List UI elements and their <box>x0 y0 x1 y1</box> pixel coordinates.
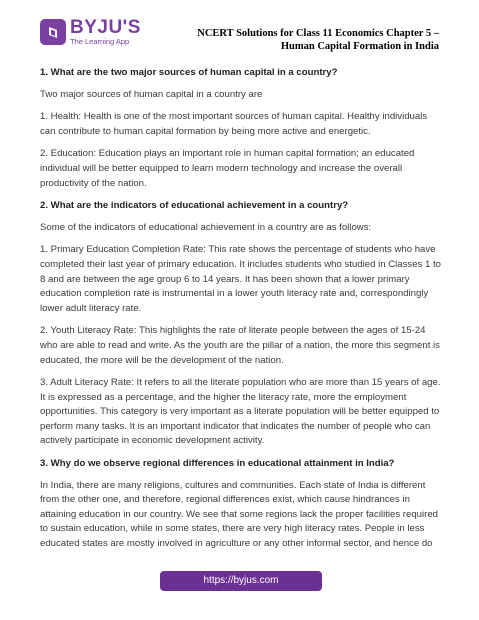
question-3: 3. Why do we observe regional differences in educational attainment in India? <box>40 458 395 470</box>
document-title-line1: NCERT Solutions for Class 11 Economics Chapter 5 – <box>197 28 439 39</box>
website-link[interactable]: https://byjus.com <box>160 571 322 591</box>
answer-1-point-1: 1. Health: Health is one of the most important sources of human capital. Healthy individuals can contribute to human capital formation by being more active and energetic. <box>40 111 428 137</box>
answer-3-paragraph: In India, there are many religions, cultures and communities. Each state of India is different from the other one, and therefore, regional differences exist, which cause hindrances in attaining education in our country. We see that some regions lack the proper facilities required to sustain education, while in some states, there are very high literacy rates. People in less educated states are mostly involved in agriculture or any other informal sector, and hence do <box>40 479 439 550</box>
answer-2-point-2: 2. Youth Literacy Rate: This highlights the rate of literate people between the ages of 15-24 who are able to read and write. As the youth are the pillar of a nation, the more this segment is educated, the more will be the development of the nation. <box>40 325 440 366</box>
question-2: 2. What are the indicators of educational achievement in a country? <box>40 200 349 212</box>
question-1: 1. What are the two major sources of human capital in a country? <box>40 67 338 78</box>
byjus-logo <box>40 18 141 46</box>
byjus-logo-icon <box>40 19 66 45</box>
answer-1-point-2: 2. Education: Education plays an important role in human capital formation; an educated individual will be better equipped to learn modern technology and increase the overall productivity of the nation. <box>40 148 415 189</box>
document-title-line2: Human Capital Formation in India <box>280 41 439 52</box>
brand-name: BYJU'S <box>70 17 141 38</box>
answer-2-point-1: 1. Primary Education Completion Rate: This rate shows the percentage of students who have completed their last year of primary education. It includes students who studied in Classes 1 to 8 and are between the age group 6 to 14 years. It has been shown that a lower primary education completion rate is instrumental in a lower youth literacy rate and, correspondingly lower adult literacy rate. <box>40 244 442 314</box>
answer-2-intro: Some of the indicators of educational achievement in a country are as follows: <box>40 221 372 233</box>
brand-tagline: The Learning App <box>70 37 130 46</box>
answer-2-point-3: 3. Adult Literacy Rate: It refers to all the literate population who are more than 15 years of age. It is expressed as a percentage, and the higher the literacy rate, more the employment opportunities. This category is very important as a literate population will be better equipped to perform many tasks. It is an important indicator that indicates the number of people who can actively participate in economic development activity. <box>40 377 441 447</box>
document-body <box>40 66 442 560</box>
document-title <box>197 27 439 53</box>
answer-1-intro: Two major sources of human capital in a country are <box>40 88 263 100</box>
